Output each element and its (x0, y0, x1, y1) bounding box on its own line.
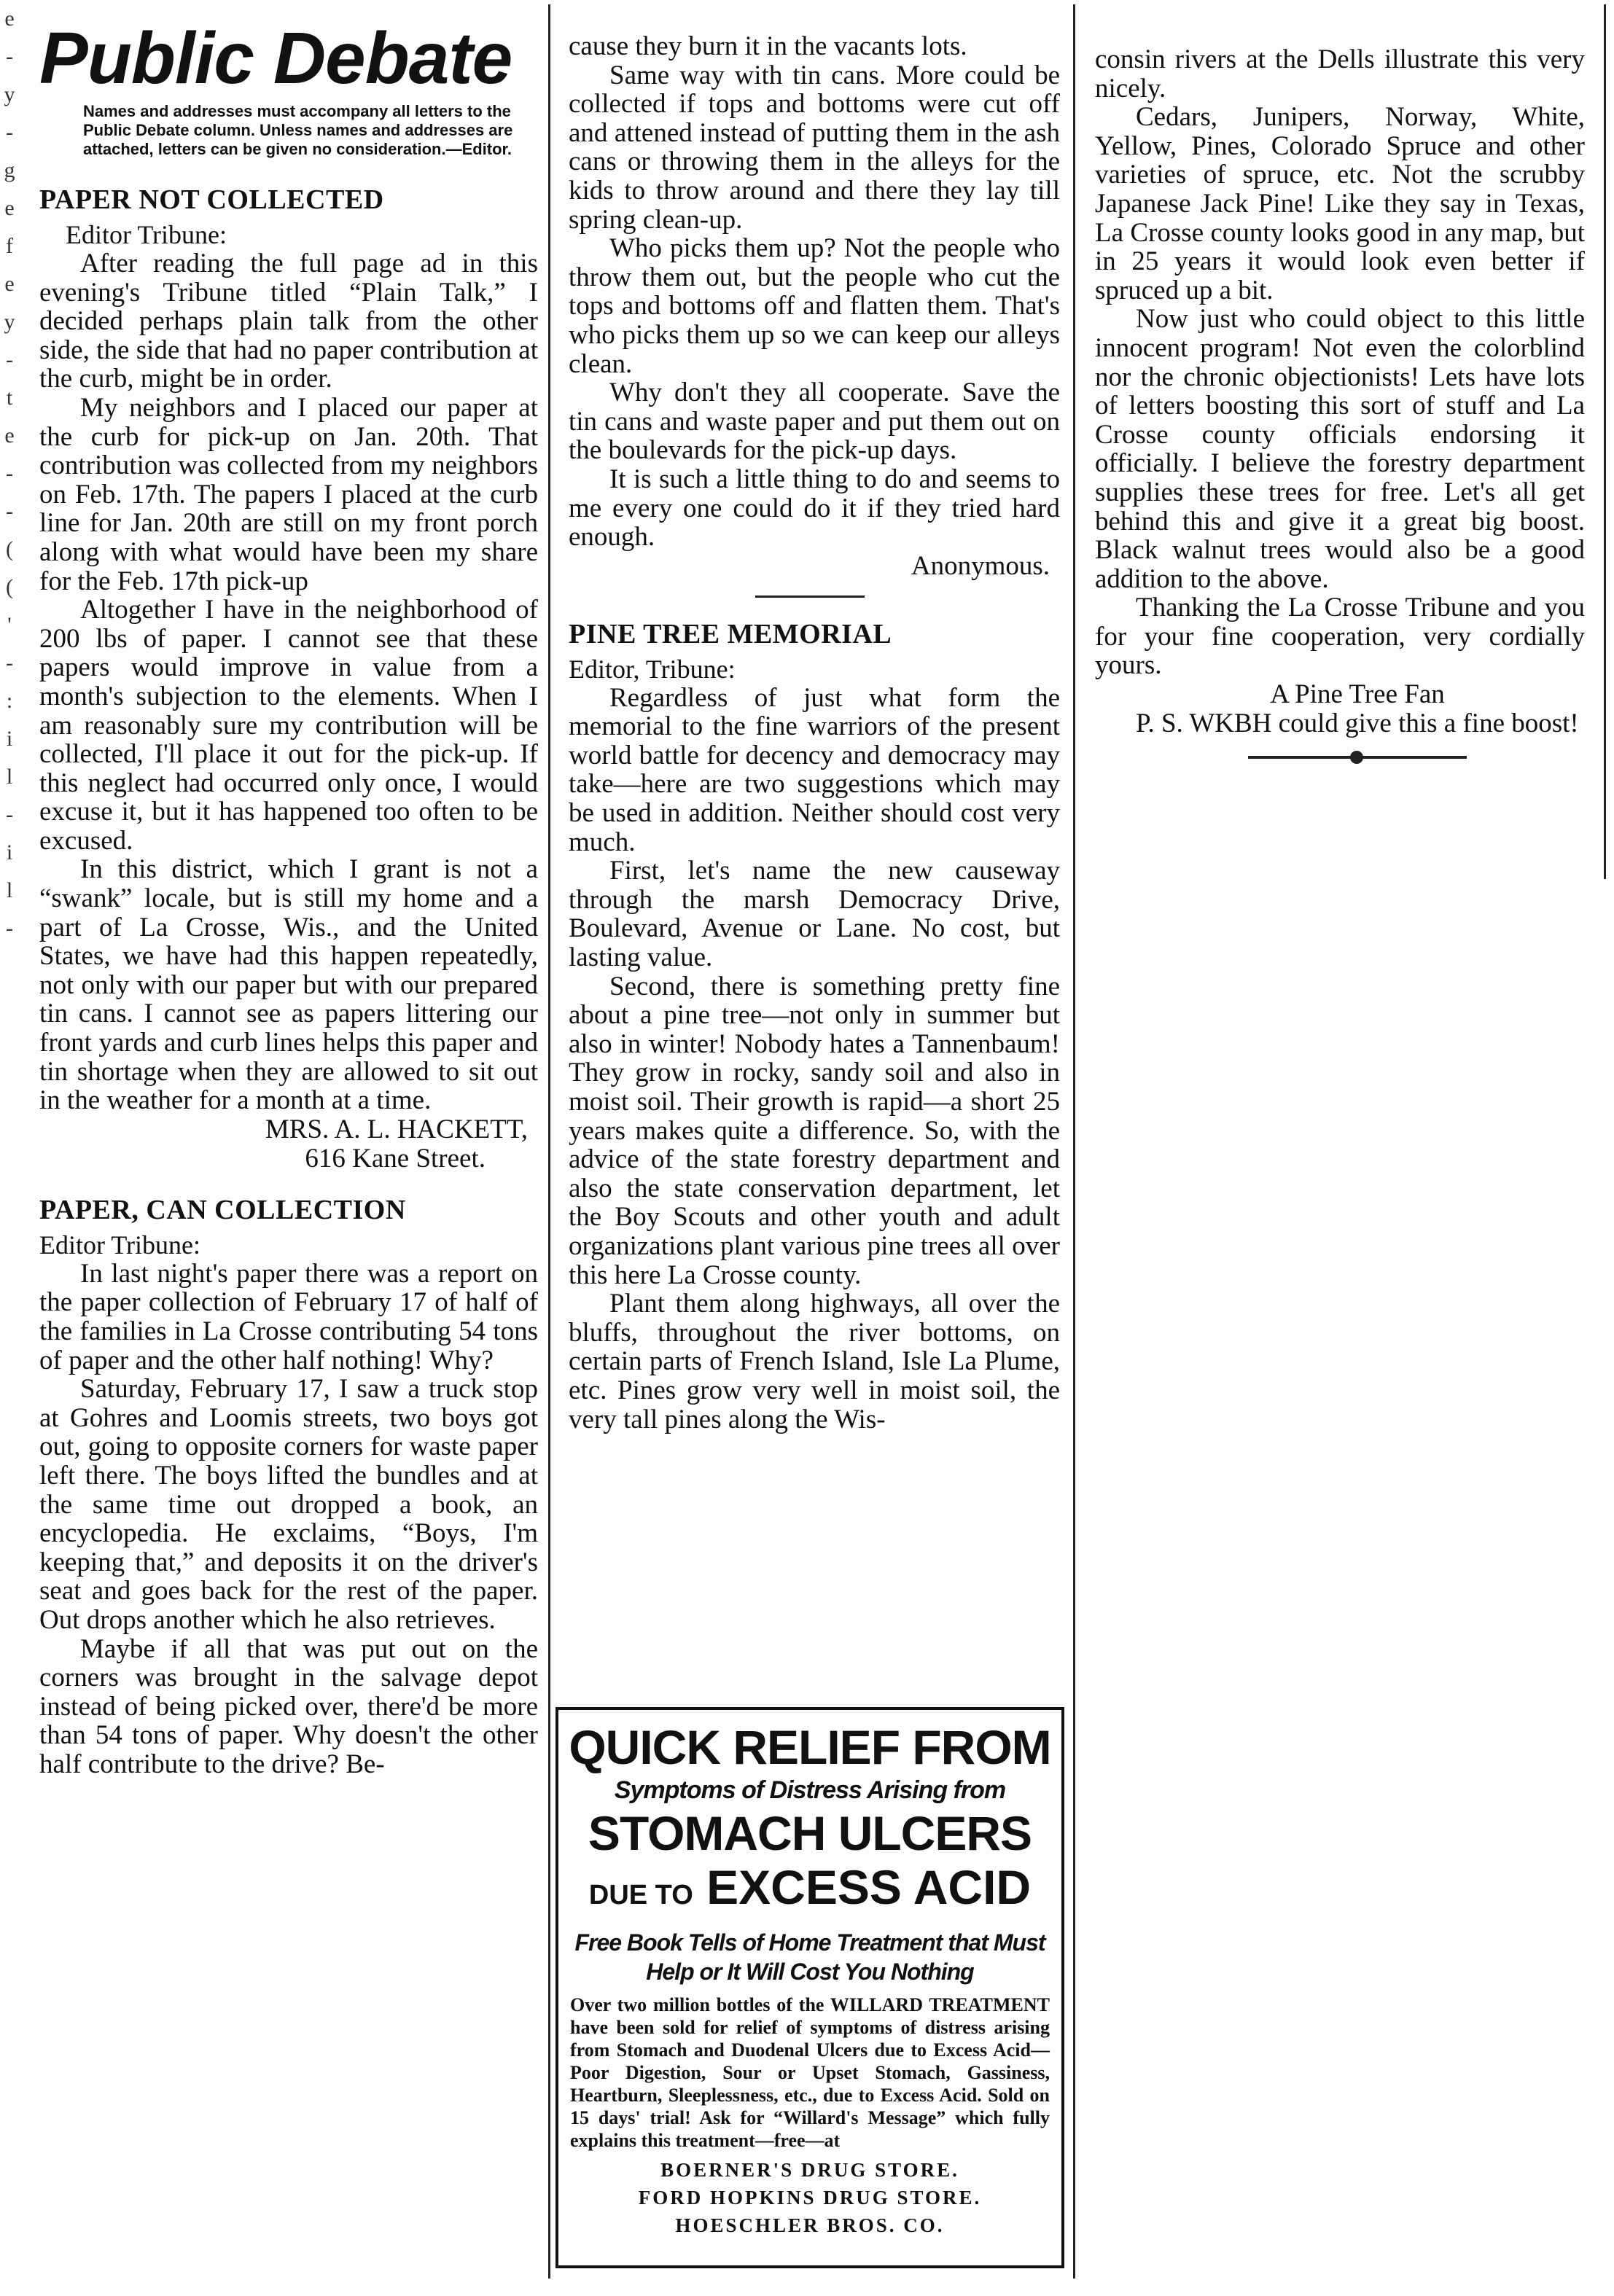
postscript: P. S. WKBH could give this a fine boost! (1136, 708, 1579, 739)
edge-fragment: - (6, 916, 13, 940)
edge-fragment: y (4, 310, 15, 334)
edge-fragment: f (6, 234, 13, 258)
ad-subhead: Symptoms of Distress Arising from (614, 1776, 1006, 1804)
paragraph-continued: consin rivers at the Dells illustrate this very nicely. (1095, 44, 1585, 104)
signature-name: MRS. A. L. HACKETT, (265, 1114, 528, 1144)
edge-fragment: l (6, 878, 13, 902)
ad-tagline: Free Book Tells of Home Treatment that Must Help or It Will Cost You Nothing (574, 1929, 1045, 1985)
edge-fragment: e (4, 272, 15, 296)
editor-note: Names and addresses must accompany all letters to the Public Debate column. Unless names and addresses are attached, letters can be given no consideration.—Editor. (83, 102, 513, 158)
edge-fragment: e (4, 7, 15, 31)
page-title: Public Debate (39, 17, 512, 99)
edge-fragment: - (6, 461, 13, 485)
edge-fragment: e (4, 196, 15, 220)
edge-fragment: - (6, 803, 13, 827)
letter-heading: PINE TREE MEMORIAL (569, 618, 892, 649)
edge-fragment: t (6, 386, 13, 410)
edge-fragment: - (6, 120, 13, 144)
paragraph: Regardless of just what form the memorial to the fine warriors of the present world battle for decency and democracy may take—here are two suggestions which may be used in addition. Neither should cost very much. (569, 682, 1060, 857)
advertisement (555, 1707, 1064, 2268)
paragraph: In last night's paper there was a report on the paper collection of February 17 of half of the families in La Crosse contributing 54 tons of paper and the other half nothing! Why? (39, 1258, 538, 1375)
ad-headline (558, 1860, 1061, 1922)
edge-fragment: e (4, 423, 15, 448)
column-rule (1604, 4, 1606, 879)
column-3 (1080, 0, 1591, 759)
column-rule (1073, 4, 1075, 2279)
edge-fragment: ' (7, 613, 12, 637)
paragraph: Saturday, February 17, I saw a truck stop at Gohres and Loomis streets, two boys got out, going to opposite corners for waste paper left there. The boys lifted the bundles and at the same time out dropped a book, an encyclopedia. He exclaims, “Boys, I'm keeping that,” and deposits it on the driver's seat and goes back for the rest of the paper. Out drops another which he also retrieves. (39, 1374, 538, 1635)
paragraph: It is such a little thing to do and seems to me every one could do it if they tried hard enough. (569, 464, 1060, 552)
edge-fragment: y (4, 82, 15, 106)
letter-heading: PAPER NOT COLLECTED (39, 184, 384, 215)
edge-fragment: - (6, 651, 13, 675)
edge-fragment: i (6, 840, 13, 864)
signature: A Pine Tree Fan (1270, 679, 1445, 710)
separator-rule (1248, 756, 1467, 759)
column-rule (548, 4, 550, 2279)
paragraph: Plant them along highways, all over the bluffs, throughout the river bottoms, on certain parts of French Island, Isle La Plume, etc. Pines grow very well in moist soil, the very tall pines along the Wis- (569, 1289, 1060, 1434)
ad-body: Over two million bottles of the WILLARD TREATMENT have been sold for relief of symptoms of distress arising from Stomach and Duodenal Ulcers due to Excess Acid—Poor Digestion, Sour or Upset Stomach, Gassiness, Heartburn, Sleeplessness, etc., due to Excess Acid. Sold on 15 days' trial! Ask for “Willard's Message” which fully explains this treatment—free—at (570, 1994, 1050, 2151)
paragraph: Who picks them up? Not the people who throw them out, but the people who cut the tops and bottoms off and flatten them. That's who picks them up so we can keep our alleys clean. (569, 233, 1060, 379)
ad-store: HOESCHLER BROS. CO. (675, 2214, 945, 2236)
column-1 (25, 0, 544, 1779)
separator-rule (755, 596, 865, 598)
paragraph: Now just who could object to this little innocent program! Not even the colorblind nor the chronic objectionists! Lets have lots of letters boosting this sort of stuff and La Crosse county officials endorsing it officially. I believe the forestry department supplies these trees for free. Let's all get behind this and give it a great big boost. Black walnut trees would also be a good addition to the above. (1095, 304, 1585, 594)
ad-small-text: DUE TO (588, 1880, 693, 1910)
paragraph-continued: cause they burn it in the vacants lots. (569, 31, 967, 61)
edge-fragment: ( (6, 537, 13, 561)
paragraph: My neighbors and I placed our paper at the curb for pick-up on Jan. 20th. That contribution was collected from my neighbors on Feb. 17th. The papers I placed at the curb line for Jan. 20th are still on my front porch along with what would have been my share for the Feb. 17th pick-up (39, 392, 538, 596)
ad-big-text: EXCESS ACID (706, 1860, 1032, 1914)
letter-heading: PAPER, CAN COLLECTION (39, 1194, 406, 1225)
salutation: Editor Tribune: (66, 220, 227, 249)
ad-store: BOERNER'S DRUG STORE. (660, 2159, 959, 2181)
paragraph: Thanking the La Crosse Tribune and you for your fine cooperation, very cordially yours. (1095, 593, 1585, 681)
paragraph: Maybe if all that was put out on the corners was brought in the salvage depot instead of being picked over, there'd be more than 54 tons of paper. Why doesn't the other half contribute to the drive? Be- (39, 1633, 538, 1779)
salutation: Editor, Tribune: (569, 654, 736, 684)
paragraph: Same way with tin cans. More could be collected if tops and bottoms were cut off and attened instead of putting them in the ash cans or throwing them in the alleys for the kids to throw around and there they lay till spring clean-up. (569, 60, 1060, 235)
edge-fragment: i (6, 727, 13, 751)
edge-fragment: - (6, 44, 13, 69)
salutation: Editor Tribune: (39, 1230, 201, 1260)
separator-dot (1350, 751, 1363, 764)
paragraph: Second, there is something pretty fine about a pine tree—not only in summer but also in winter! Nobody hates a Tannenbaum! They grow in rocky, sandy soil and also in moist soil. Their growth is rapid—a short 25 years makes quite a difference. So, with the advice of the state forestry department and also the state conservation department, let the Boy Scouts and other youth and adult organizations plant various pine trees all over this here La Crosse county. (569, 971, 1060, 1290)
signature: Anonymous. (911, 550, 1050, 581)
ad-headline: STOMACH ULCERS (588, 1806, 1032, 1860)
paragraph: Why don't they all cooperate. Save the tin cans and waste paper and put them out on the boulevards for the pick-up days. (569, 378, 1060, 466)
ad-store: FORD HOPKINS DRUG STORE. (638, 2187, 982, 2209)
paragraph: In this district, which I grant is not a “swank” locale, but is still my home and a part of La Crosse, Wis., and the United States, we have had this happen repeatedly, not only with our paper but with our prepared tin cans. I cannot see as papers littering our front yards and curb lines helps this paper and tin shortage when they are allowed to sit out in the weather for a month at a time. (39, 854, 538, 1116)
left-edge-fragments (0, 0, 19, 2296)
edge-fragment: - (6, 348, 13, 372)
ad-store-list (558, 2152, 1061, 2239)
ad-headline: QUICK RELIEF FROM (569, 1720, 1051, 1774)
paragraph: After reading the full page ad in this evening's Tribune titled “Plain Talk,” I decided perhaps plain talk from the other side, the side that had no paper contribution at the curb, might be in order. (39, 249, 538, 394)
edge-fragment: g (4, 158, 15, 182)
paragraph: Cedars, Junipers, Norway, White, Yellow, Pines, Colorado Spruce and other varieties of spruce, etc. Not the scrubby Japanese Jack Pine! Like they say in Texas, La Crosse county looks good in any map, but in 25 years it would look even better if spruced up a bit. (1095, 102, 1585, 305)
paragraph: Altogether I have in the neighborhood of 200 lbs of paper. I cannot see that these papers would improve in value from a month's subjection to the elements. When I am reasonably sure my contribution will be collected, I'll place it out for the pick-up. If this neglect had occurred only once, I would excuse it, but it has happened too often to be excused. (39, 595, 538, 856)
signature-address: 616 Kane Street. (305, 1143, 486, 1174)
edge-fragment: l (6, 765, 13, 789)
edge-fragment: ( (6, 575, 13, 599)
column-2 (554, 0, 1066, 1434)
edge-fragment: : (6, 689, 13, 713)
edge-fragment: - (6, 499, 13, 523)
paragraph: First, let's name the new causeway through the marsh Democracy Drive, Boulevard, Avenue or Lane. No cost, but lasting value. (569, 856, 1060, 973)
